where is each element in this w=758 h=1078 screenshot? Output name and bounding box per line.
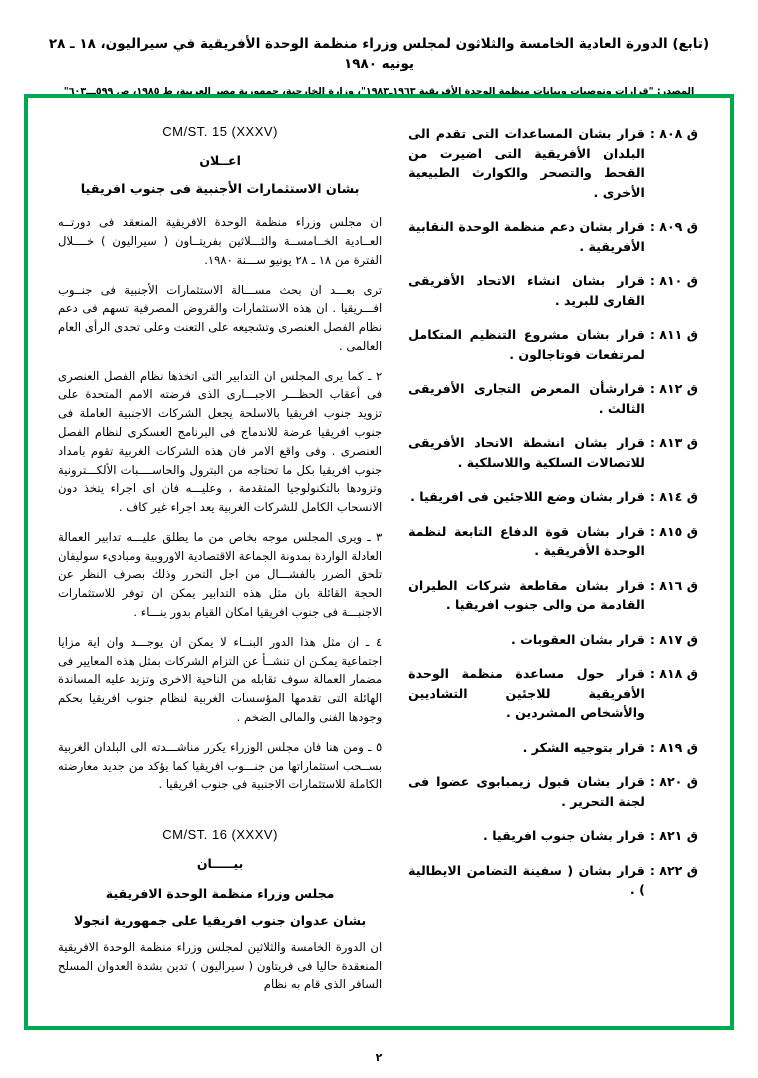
list-item [408, 433, 698, 472]
list-item [408, 487, 698, 507]
resolution-text: قرارشأن المعرض التجارى الأفريقى الثالث . [408, 381, 645, 416]
list-item [408, 630, 698, 650]
list-item [408, 124, 698, 202]
resolution-number: ق ٨٠٨ : [649, 126, 698, 141]
resolution-text: قرار بتوجيه الشكر . [522, 739, 645, 755]
resolution-text: قرار بشان دعم منظمة الوحدة النقابية الأفريقية . [408, 219, 645, 254]
list-item [408, 826, 698, 846]
document-kicker-2: بيـــــان [196, 856, 244, 872]
paragraph: ان الدورة الخامسة والثلاثين لمجلس وزراء منظمة الوحدة الافريقية المنعقدة حاليا فى فريتاون ( سيراليون ) تدين بشدة العدوان المسلح السافر الذى قام به نظام [58, 939, 383, 992]
resolution-text: قرار بشان قبول زيمبابوى عضوا فى لجنة التحرير . [408, 774, 645, 809]
resolution-number: ق ٨٢٠ : [649, 774, 698, 790]
resolution-number: ق ٨١٧ : [649, 631, 698, 647]
list-item [408, 664, 698, 723]
document-title-2-line-2: بشان عدوان جنوب افريقيا على جمهورية انجولا [74, 913, 367, 929]
resolution-number: ق ٨١٣ : [649, 435, 698, 451]
list-item [408, 576, 698, 615]
resolution-number: ق ٨١٤ : [649, 489, 698, 505]
list-item [408, 861, 698, 900]
resolution-number: ق ٨٢١ : [649, 828, 698, 844]
resolution-text: قرار بشان انشطة الاتحاد الأفريقى للاتصالات السلكية واللاسلكية . [408, 435, 645, 470]
resolution-number: ق ٨١٠ : [649, 273, 698, 289]
resolution-text: قرار بشان المساعدات التى تقدم الى البلدان الأفريقية التى اضيرت من القحط والتصحر والكوارث الطبيعية الأخرى . [408, 126, 645, 200]
resolution-text: قرار بشان العقوبات . [511, 631, 645, 647]
resolution-number: ق ٨١٢ : [649, 381, 698, 397]
document-title-1: بشان الاستثمارات الأجنبية فى جنوب افريقيا [80, 182, 360, 197]
content-frame [24, 94, 734, 1030]
resolution-text: قرار بشان مقاطعة شركات الطيران القادمة من والى جنوب افريقيا . [408, 577, 645, 613]
resolution-text: قرار بشان قوة الدفاع التابعة لنظمة الوحدة الأفريقية . [408, 523, 645, 559]
resolution-number: ق ٨٢٢ : [649, 862, 698, 878]
paragraph: ٤ ـ ان مثل هذا الدور البنــاء لا يمكن ان يوجـــد وان اية مزايا اجتماعية يمكـن ان تنشــأ عن التزام الشركات بمثل هذه المعايير فى مضمار العمالة سوف تقابله من الناحية الاخرى وتزيد عليه المساندة الهائلة التى تقدمها المؤسسات الغربية لنظام جنوب افريقيا بحكم وجودها الفنى والمالى الضخم . [58, 634, 383, 724]
document-title-2-line-1: مجلس وزراء منظمة الوحدة الافريقية [105, 886, 335, 902]
resolution-text: قرار بشان مشروع التنظيم المتكامل لمرتفعات فوتاجالون . [408, 327, 645, 362]
resolution-text: قرار بشان ( سفينة التضامن الايطالية ) . [408, 862, 645, 898]
section-spacer [58, 805, 382, 827]
paragraph: ٥ ـ ومن هنا فان مجلس الوزراء يكرر مناشـــدته الى البلدان الغربية بســحب استثماراتها من جنـــوب افريقيا كما يؤكد من جديد معارضته الكاملة للاستثمارات الاجنبية فى جنوب افريقيا . [58, 739, 383, 792]
page-header [0, 0, 758, 99]
resolution-number: ق ٨١٦ : [649, 577, 698, 593]
resolution-number: ق ٨١١ : [649, 327, 698, 343]
resolution-text: قرار بشان جنوب افريقيا . [483, 828, 645, 844]
list-item [408, 271, 698, 310]
list-item [408, 522, 698, 561]
resolution-number: ق ٨١٥ : [649, 523, 698, 539]
list-item [408, 772, 698, 811]
list-item [408, 325, 698, 364]
header-title: (تابع) الدورة العادية الخامسة والثلاثون لمجلس وزراء منظمة الوحدة الأفريقية في سيراليون، ١٨ ـ ٢٨ يونيه ١٩٨٠ [48, 36, 710, 73]
paragraph: ٢ ـ كما يرى المجلس ان التدابير التى اتخذها نظام الفصل العنصرى فى أعقاب الحظـــر الاجبـــارى الذى فرضته الامم المتحدة على تزويد جنوب افريقيا بالاسلحة يجعل الشركات الاجنبية العاملة فى جنوب افريقيا عرضة للاندماج فى البرنامج العسكرى لنظام الفصل العنصرى . وفى واقع الامر فان هذه الشركات الغربية تقوم بامداد جنوب افريقيا بكل ما تحتاجه من البترول والحاســــبات الألكـــترونية وتزودها بالتكنولوجيا المتقدمة ، وعليـــه فان اى اجراء يتخذ دون الانسحاب الكامل للشركات الغربية يعد اجراء غير كاف . [58, 368, 383, 515]
two-column-layout [28, 98, 730, 1026]
resolution-text: قرار بشان وضع اللاجئين فى افريقيا . [410, 489, 645, 505]
document-code-1: CM/ST. 15 (XXXV) [162, 124, 278, 139]
paragraph: ان مجلس وزراء منظمة الوحدة الافريقية المنعقد فى دورتــه العــادية الخــامســة والثـــلاثين بفريتــاون ( سيراليون ) خــــلال الفترة من ١٨ ـ ٢٨ يونيو ســـنة ١٩٨٠. [58, 215, 383, 267]
resolution-number: ق ٨٠٩ : [649, 219, 698, 235]
list-item [408, 379, 698, 418]
resolution-number: ق ٨١٨ : [649, 666, 698, 682]
document-code-2: CM/ST. 16 (XXXV) [162, 827, 278, 843]
header-source: المصدر: "قرارات وتوصيات وبيانات منظمة الوحدة الأفريقية ١٩٦٣ـ١٩٨٣"، وزارة الخارجية، جمهورية مصر العربية، ط ١٩٨٥، ص ٥٩٩ـــ٦٠٣" [63, 85, 695, 97]
paragraph: ترى بعـــد ان بحث مســـالة الاستثمارات الأجنبية فى جنــوب افـــريقيا . ان هذه الاستثمارات والقروض المصرفية تسهم فى دعم نظام الفصل العنصرى وتشجيعه على التعنت وعلى تحدى الرأى العام العالمى . [58, 282, 383, 353]
resolution-number: ق ٨١٩ : [649, 739, 698, 755]
declaration-column [50, 124, 392, 1016]
resolutions-column [392, 124, 708, 1016]
resolution-text: قرار حول مساعدة منظمة الوحدة الأفريقية للاجئين التشاديين والأشخاص المشردين . [408, 666, 645, 721]
document-kicker-1: اعــلان [199, 153, 241, 168]
page-number: ٢ [375, 1051, 383, 1064]
list-item [408, 738, 698, 758]
paragraph: ٣ ـ ويرى المجلس موجه بخاص من ما يطلق عليـــه تدابير العمالة العادلة الواردة بمدونة الجماعة الاقتصادية الاوروبية ومبادىء سوليفان تلحق الضرر بالفشـــال من اجل التحرر وذلك بصرف النظر عن الحجة القائلة بان مثل هذه التدابير يمكن ان توفر للاستثمارات الاجنبـــة فى جنوب افريقيا امكان القيام بدور بنـــاء . [58, 529, 383, 620]
list-item [408, 217, 698, 256]
resolution-text: قرار بشان انشاء الاتحاد الأفريقى القارى للبريد . [408, 273, 645, 308]
